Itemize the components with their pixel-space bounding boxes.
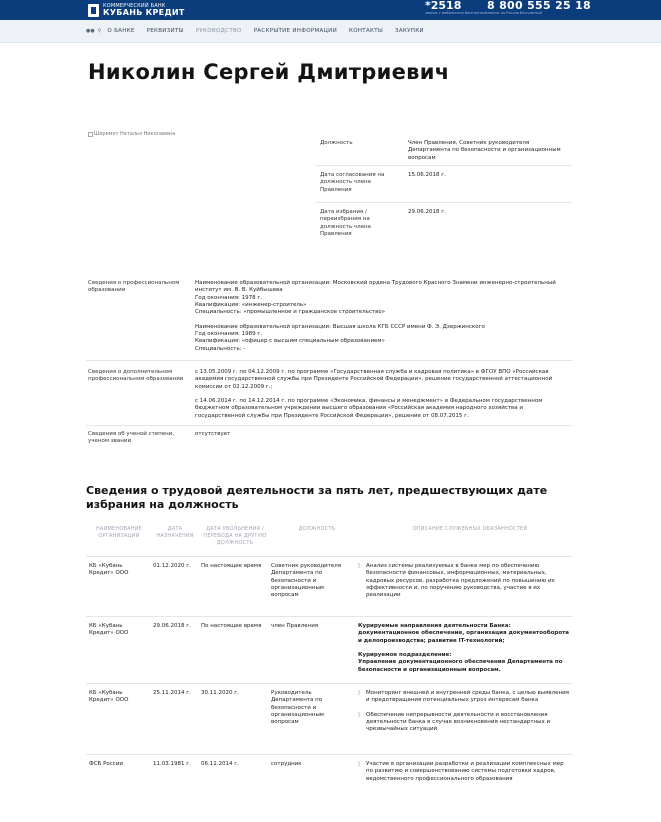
education-label: Сведения о профессиональном образовании (88, 280, 180, 294)
degree-label: Сведения об ученой степени, ученом звании (88, 431, 175, 445)
bullet-arrow-icon: ❯ (357, 563, 362, 569)
cell-position: Руководитель Департамента по безопасности и организационным вопросам (271, 690, 324, 726)
table-row (86, 755, 573, 815)
cell-duties (357, 690, 571, 734)
education-qualification: Квалификация: «офицер с высшим специальным образованием» (195, 338, 385, 345)
duty-text: документационное обеспечение, организация документооборота и делопроизводства; развитие IT-технологий; (358, 630, 570, 644)
cell-duties (357, 761, 571, 783)
additional-education-row (86, 361, 573, 426)
nav-item-procurement[interactable]: ЗАКУПКИ (395, 28, 424, 34)
cell-org: КБ «Кубань Кредит» ООО (89, 690, 129, 704)
info-label: Дата избрания / переизбрания на должность члена Правления (320, 209, 371, 237)
top-bar (0, 0, 661, 20)
page-title: Николин Сергей Дмитриевич (88, 60, 450, 84)
info-value: 15.06.2018 г. (408, 172, 446, 178)
education-row (86, 272, 573, 361)
info-label: Дата согласования на должность члена Правления (320, 172, 385, 193)
bullet-arrow-icon: ❯ (357, 711, 362, 718)
duty-text: Анализ системы реализуемых в банке мер по обеспечению безопасности финансовых, информационных, материальных, кадровых ресурсов, разработка предложений по повышению их эффективности и, по поручению руководства, участие в их реализации (366, 563, 555, 599)
info-row-approval-date (315, 166, 572, 203)
bullet-arrow-icon: ❯ (357, 761, 362, 767)
short-phone-number[interactable]: *2518 (425, 0, 462, 12)
education-year: Год окончания: 1989 г. (195, 330, 263, 337)
additional-education-item: с 13.05.2009 г. по 04.12.2009 г. по программе «Государственная служба и кадровая политика» в ФГОУ ВПО «Российская академия государственной службы при Президенте Российской Федерации», решение государственной аттестационной комиссии от 02.12.2009 г.; (195, 369, 553, 390)
info-label: Должность (320, 140, 353, 146)
main-nav (0, 20, 661, 43)
logo-emblem-icon (88, 4, 99, 17)
additional-education-item: с 14.06.2014 г. по 14.12.2014 г. по программе «Экономика, финансы и менеджмент» в Федеральном государственном бюджетном образовательном учреждении высшего образования «Российская академия народного хозяйства и государственной службы при Президенте Российской Федерации», решение от 08.07.2015 г. (195, 397, 543, 419)
education-specialty: Специальность: «промышленное и гражданское строительство» (195, 309, 386, 316)
long-phone-number[interactable]: 8 800 555 25 18 (487, 0, 592, 12)
long-phone[interactable] (487, 0, 591, 15)
cell-org: ФСБ России (89, 761, 123, 767)
cell-from: 11.03.1981 г. (153, 761, 191, 767)
photo-alt-text: Шеремет Наталья Николаевна (94, 131, 176, 137)
education-qualification: Квалификация: «инженер-строитель» (195, 301, 307, 308)
duty-text: Обеспечение непрерывности деятельности и восстановления деятельности банка в случае возникновения нестандартных и чрезвычайных ситуаций (366, 711, 551, 733)
degree-row (86, 426, 573, 454)
degree-value: отсутствует (195, 431, 231, 437)
additional-education-label: Сведения о дополнительном профессиональном образовании (88, 369, 184, 383)
column-header-from: ДАТА НАЗНАЧЕНИЯ (156, 526, 194, 539)
bank-logo[interactable] (88, 0, 185, 20)
education-org: Наименование образовательной организации: Высшая школа КГБ СССР имени Ф. Э. Дзержинского (195, 323, 485, 330)
column-header-duties: ОПИСАНИЕ СЛУЖЕБНЫХ ОБЯЗАННОСТЕЙ (412, 526, 528, 532)
nav-item-requisites[interactable]: РЕКВИЗИТЫ (146, 28, 184, 34)
long-phone-caption: звонок по России бесплатный (487, 11, 543, 15)
education-value (195, 280, 571, 353)
info-value: Член Правления, Советник руководителя Департамента по безопасности и организационным вопросам (408, 140, 561, 161)
additional-education-value (195, 369, 571, 420)
cell-duties (357, 563, 571, 600)
cell-to: По настоящее время (201, 563, 262, 569)
education-org: Наименование образовательной организации: Московский ордена Трудового Красного Знамени инженерно-строительный институт им. В. В. Куйбышева (195, 280, 556, 294)
cell-position: Советник руководителя Департамента по безопасности и организационным вопросам (271, 563, 342, 599)
cell-position: сотрудник (271, 761, 302, 767)
info-value: 29.06.2018 г. (408, 209, 446, 215)
accessibility-icon[interactable]: ●● (86, 28, 95, 34)
nav-item-about[interactable]: О БАНКЕ (107, 28, 135, 34)
cell-duties (358, 623, 571, 674)
table-row (86, 557, 573, 617)
logo-line1: КОММЕРЧЕСКИЙ БАНК (103, 2, 166, 9)
cell-from: 25.11.2014 г. (153, 690, 191, 696)
column-header-org: НАИМЕНОВАНИЕ ОРГАНИЗАЦИИ (96, 526, 142, 539)
column-header-to: ДАТА УВОЛЬНЕНИЯ / ПЕРЕВОДА НА ДРУГУЮ ДОЛЖНОСТЬ (203, 526, 267, 546)
duty-text: Управление документационного обеспечения Департамента по безопасности и организационным вопросам. (358, 659, 563, 673)
cell-position: член Правления (271, 623, 319, 629)
duty-heading: Курируемое подразделение: (358, 651, 452, 658)
info-row-election-date (315, 203, 572, 242)
table-row (86, 617, 573, 684)
work-section-title: Сведения о трудовой деятельности за пять лет, предшествующих дате избрания на должность (86, 484, 548, 512)
cell-from: 01.12.2020 г. (153, 563, 191, 569)
education-year: Год окончания: 1978 г. (195, 294, 263, 301)
info-row-position (315, 134, 572, 166)
nav-item-disclosure[interactable]: РАСКРЫТИЕ ИНФОРМАЦИИ (253, 28, 338, 34)
education-specialty: Специальность: - (195, 345, 246, 352)
duty-text: Участие в организации разработки и реализации комплексных мер по развитию и совершенствованию системы подготовки кадров, ведомственного профессионального образования (366, 761, 564, 782)
search-icon[interactable]: ⚲ (97, 28, 102, 34)
broken-image-icon (88, 132, 93, 137)
cell-to: 30.11.2020 г. (201, 690, 239, 696)
cell-org: КБ «Кубань Кредит» ООО (89, 623, 129, 637)
column-header-position: ДОЛЖНОСТЬ (298, 526, 336, 532)
nav-item-management[interactable]: РУКОВОДСТВО (195, 28, 242, 34)
duty-text: Мониторинг внешней и внутренней среды банка, с целью выявления и предотвращения потенциальных угроз интересам банка (366, 690, 569, 704)
short-phone[interactable] (425, 0, 487, 15)
cell-to: 06.11.2014 г. (201, 761, 239, 767)
nav-item-contacts[interactable]: КОНТАКТЫ (349, 28, 384, 34)
duty-heading: Курируемые направления деятельности Банка: (358, 623, 511, 629)
short-phone-caption: звонок с мобильного бесплатный (425, 11, 488, 15)
table-row (86, 684, 573, 755)
cell-to: По настоящее время (201, 623, 262, 629)
cell-org: КБ «Кубань Кредит» ООО (89, 563, 129, 577)
cell-from: 29.06.2018 г. (153, 623, 191, 629)
bullet-arrow-icon: ❯ (357, 690, 362, 696)
person-photo (88, 131, 175, 137)
logo-line2: КУБАНЬ КРЕДИТ (103, 7, 185, 17)
